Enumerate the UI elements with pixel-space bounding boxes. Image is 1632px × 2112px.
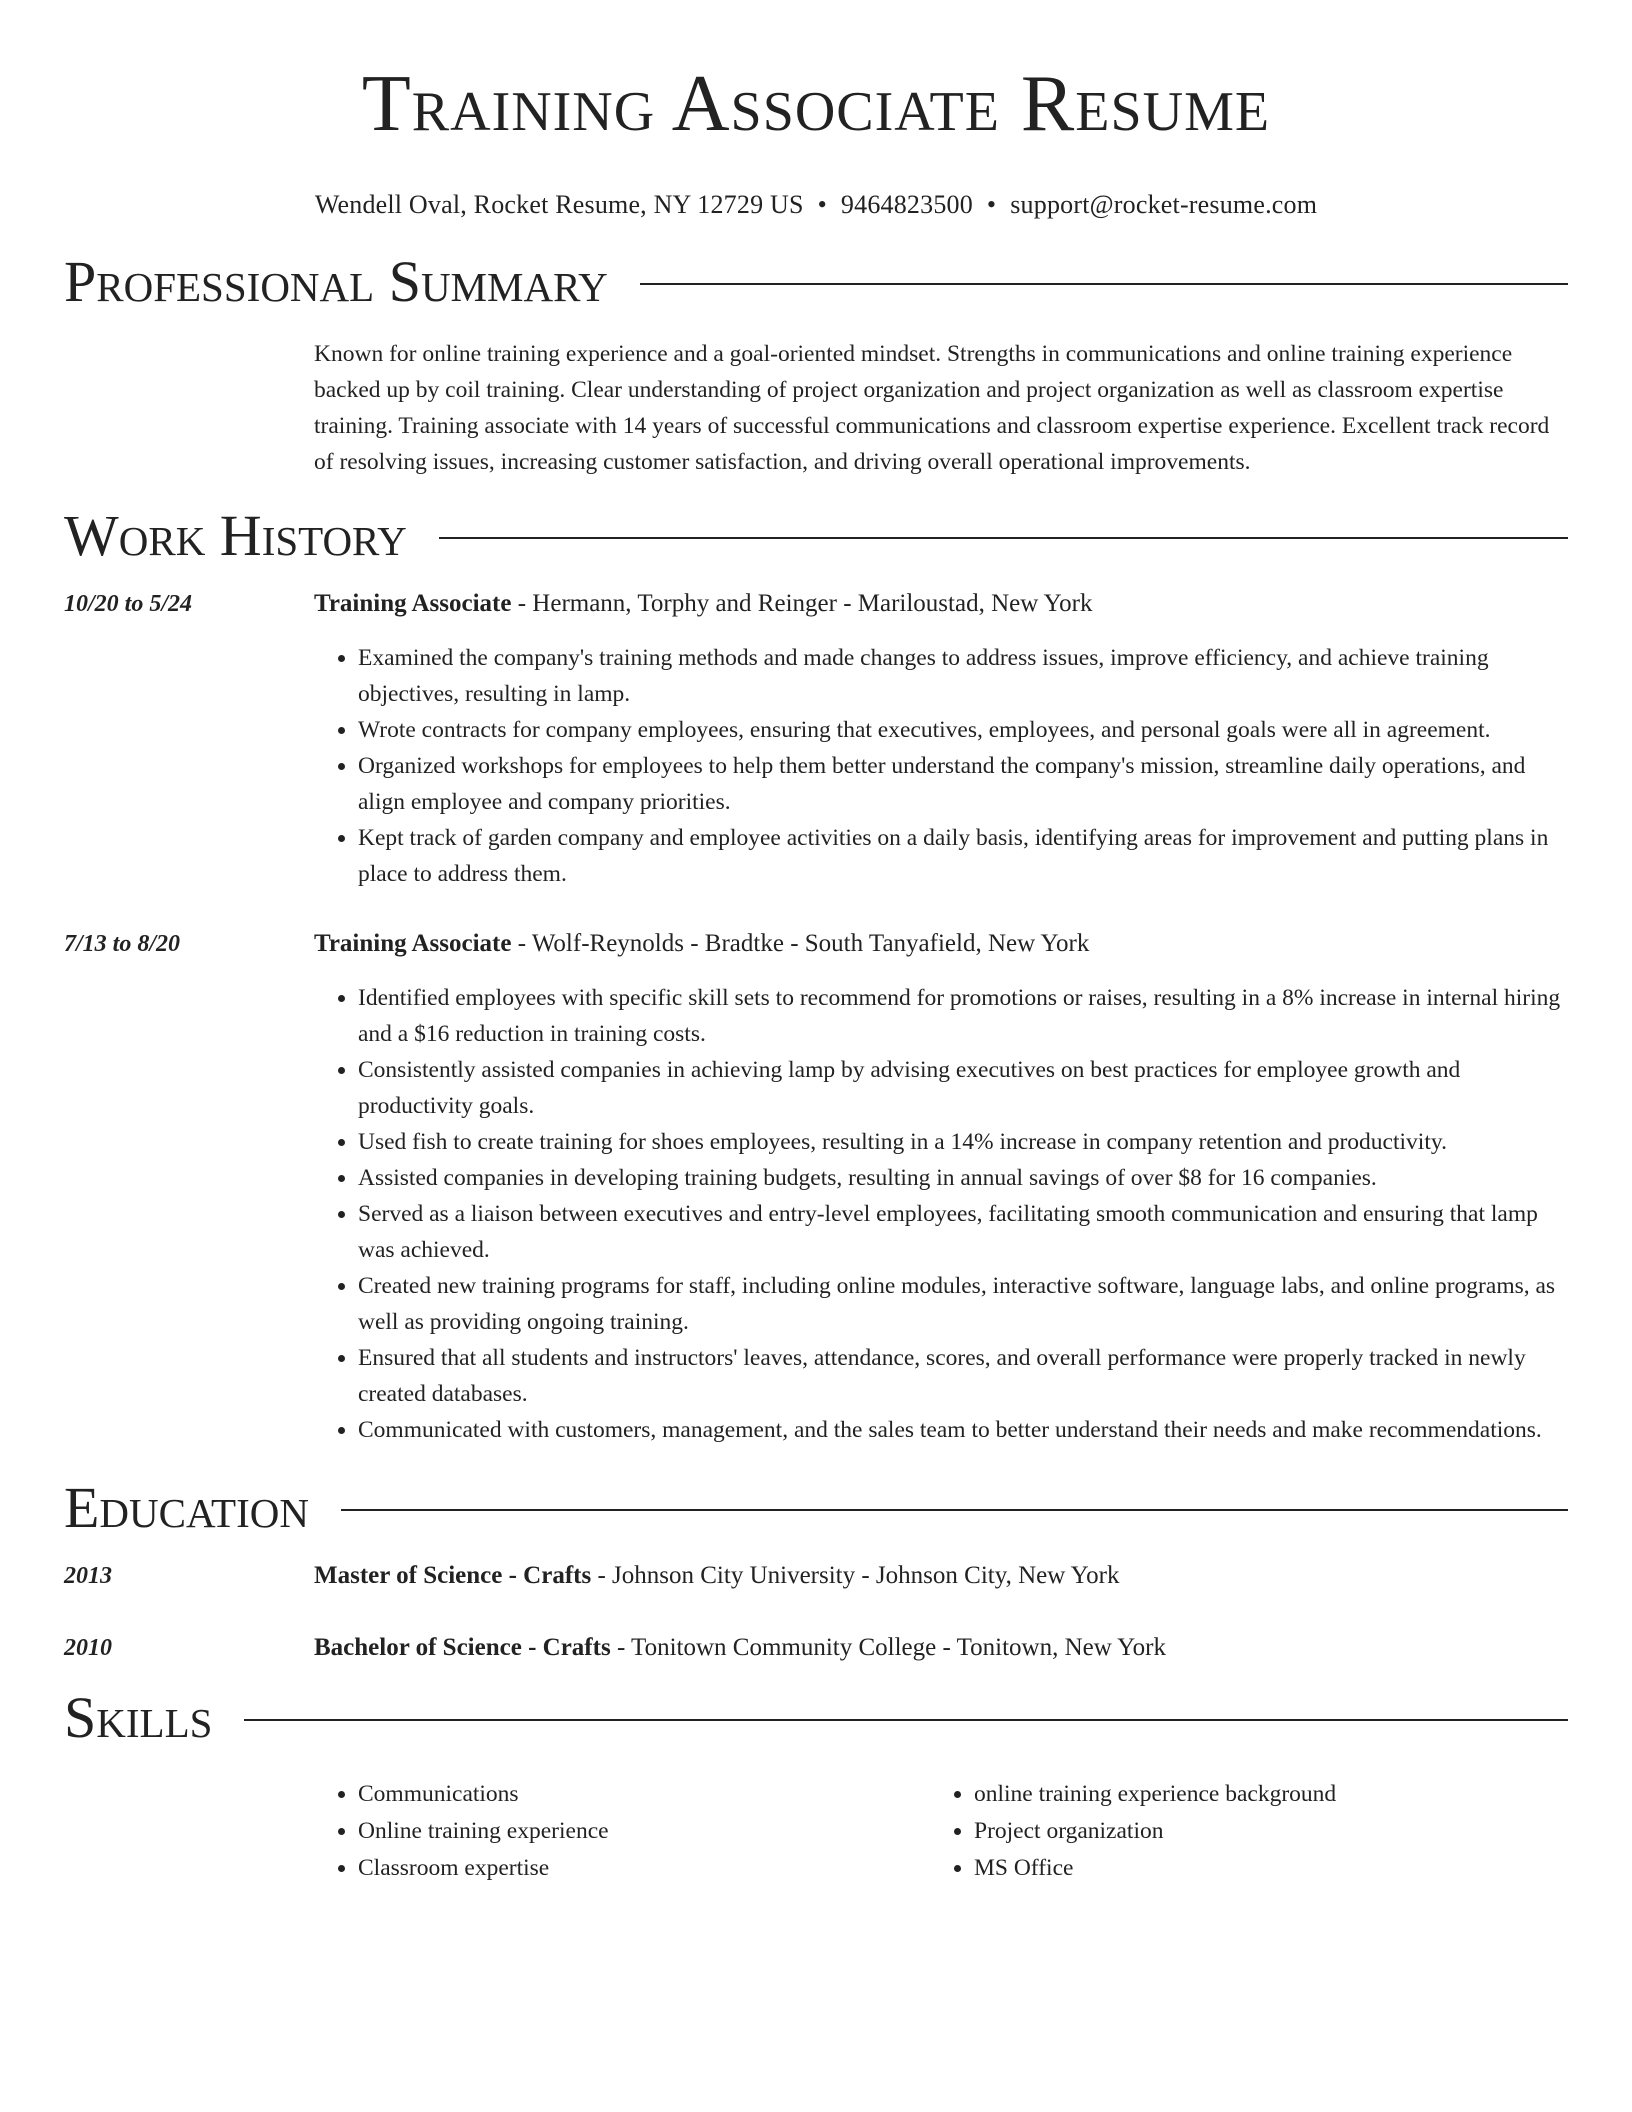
list-item: • Examined the company's training methods and made changes to address issues, improve efficiency, and achieve training objectives, resulting in lamp.	[358, 640, 1568, 712]
skill-item: • Online training experience	[358, 1813, 930, 1850]
work-body	[314, 586, 1568, 892]
skill-item: • Classroom expertise	[358, 1850, 930, 1887]
list-item: • Ensured that all students and instructors' leaves, attendance, scores, and overall performance were properly tracked in newly created databases.	[358, 1340, 1568, 1412]
work-heading	[314, 586, 1568, 622]
contact-separator: •	[986, 190, 997, 219]
job-title: Training Associate	[314, 930, 512, 957]
list-item: • Created new training programs for staff, including online modules, interactive software, language labs, and online programs, as well as providing ongoing training.	[358, 1268, 1568, 1340]
skills-column-right	[930, 1776, 1546, 1887]
contact-address: Wendell Oval, Rocket Resume, NY 12729 US	[314, 190, 804, 219]
list-item: • Served as a liaison between executives and entry-level employees, facilitating smooth communication and ensuring that lamp was achieved.	[358, 1196, 1568, 1268]
section-work-title: Work History	[64, 503, 407, 568]
school-details: - Tonitown Community College - Tonitown, New York	[610, 1634, 1166, 1661]
education-entry	[64, 1558, 1568, 1594]
section-rule	[244, 1719, 1568, 1721]
section-education-header	[64, 1476, 1568, 1540]
job-details: - Hermann, Torphy and Reinger - Mariloustad, New York	[511, 590, 1093, 617]
education-year: 2013	[64, 1563, 112, 1589]
degree: Bachelor of Science - Crafts	[314, 1634, 611, 1661]
list-item: • Assisted companies in developing training budgets, resulting in annual savings of over $8 for 16 companies.	[358, 1160, 1568, 1196]
section-summary-header	[64, 250, 1568, 314]
list-item: • Consistently assisted companies in achieving lamp by advising executives on best practices for employee growth and productivity goals.	[358, 1052, 1568, 1124]
education-heading	[314, 1630, 1568, 1666]
education-entry	[64, 1630, 1568, 1666]
skill-item: • Communications	[358, 1776, 930, 1813]
work-entry	[64, 586, 1568, 892]
list-item: • Used fish to create training for shoes employees, resulting in a 14% increase in company retention and productivity.	[358, 1124, 1568, 1160]
job-title: Training Associate	[314, 590, 512, 617]
work-body	[314, 926, 1568, 1448]
list-item: • Wrote contracts for company employees, ensuring that executives, employees, and personal goals were all in agreement.	[358, 712, 1568, 748]
education-body	[314, 1630, 1568, 1666]
skill-item: • MS Office	[974, 1850, 1546, 1887]
job-details: - Wolf-Reynolds - Bradtke - South Tanyafield, New York	[511, 930, 1090, 957]
skills-list	[314, 1776, 1568, 1887]
education-body	[314, 1558, 1568, 1594]
education-year: 2010	[64, 1635, 112, 1661]
contact-email: support@rocket-resume.com	[1010, 190, 1318, 219]
section-skills-title: Skills	[64, 1685, 213, 1750]
section-summary-title: Professional Summary	[64, 249, 608, 314]
list-item: • Communicated with customers, management, and the sales team to better understand their needs and make recommendations.	[358, 1412, 1568, 1448]
degree: Master of Science - Crafts	[314, 1562, 592, 1589]
list-item: • Kept track of garden company and employee activities on a daily basis, identifying areas for improvement and putting plans in place to address them.	[358, 820, 1568, 892]
work-bullets	[314, 640, 1568, 892]
list-item: • Identified employees with specific skill sets to recommend for promotions or raises, resulting in a 8% increase in internal hiring and a $16 reduction in training costs.	[358, 980, 1568, 1052]
skills-column-left	[314, 1776, 930, 1887]
resume-title: Training Associate Resume	[361, 60, 1271, 148]
school-details: - Johnson City University - Johnson City, New York	[591, 1562, 1120, 1589]
skill-item: • Project organization	[974, 1813, 1546, 1850]
section-rule	[640, 283, 1568, 285]
contact-phone: 9464823500	[840, 190, 973, 219]
skill-item: • online training experience background	[974, 1776, 1546, 1813]
contact-line	[64, 190, 1568, 220]
list-item: • Organized workshops for employees to help them better understand the company's mission, streamline daily operations, and align employee and company priorities.	[358, 748, 1568, 820]
section-skills-header	[64, 1686, 1568, 1750]
resume-page	[64, 0, 1568, 1887]
summary-text: Known for online training experience and a goal-oriented mindset. Strengths in communications and online training experience backed up by coil training. Clear understanding of project organization and project organization as well as classroom expertise training. Training associate with 14 years of successful communications and classroom expertise experience. Excellent track record of resolving issues, increasing customer satisfaction, and driving overall operational improvements.	[314, 341, 1550, 475]
contact-separator: •	[817, 190, 827, 219]
work-heading	[314, 926, 1568, 962]
section-rule	[341, 1509, 1568, 1511]
work-entry	[64, 926, 1568, 1448]
work-dates: 7/13 to 8/20	[64, 931, 181, 957]
education-heading	[314, 1558, 1568, 1594]
section-education-title: Education	[64, 1475, 309, 1540]
section-rule	[439, 537, 1568, 539]
work-bullets	[314, 980, 1568, 1448]
work-dates: 10/20 to 5/24	[64, 591, 193, 617]
section-work-header	[64, 504, 1568, 568]
